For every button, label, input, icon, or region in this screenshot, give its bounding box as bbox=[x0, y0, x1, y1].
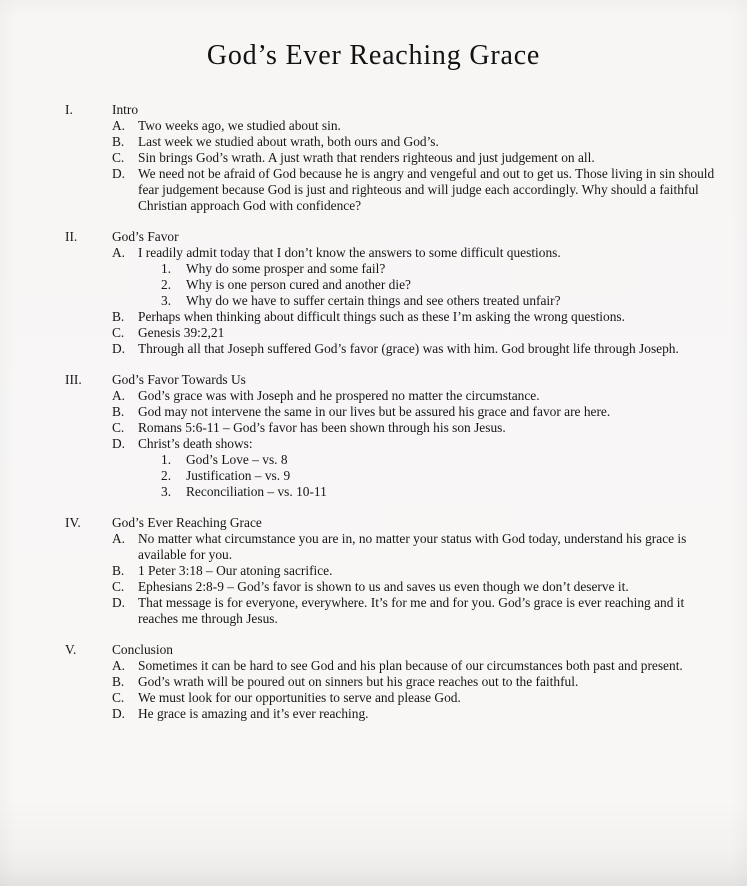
outline-item bbox=[112, 118, 721, 134]
section-numeral: V. bbox=[65, 642, 77, 657]
outline-section bbox=[65, 515, 721, 627]
item-text: Genesis 39:2,21 bbox=[138, 325, 225, 340]
item-text: We must look for our opportunities to serve and please God. bbox=[138, 690, 461, 705]
outline-item bbox=[112, 341, 721, 357]
item-label: B. bbox=[112, 404, 125, 419]
item-label: C. bbox=[112, 150, 125, 165]
outline-section bbox=[65, 102, 721, 214]
outline-item bbox=[112, 150, 721, 166]
section-heading: God’s Ever Reaching Grace bbox=[112, 515, 262, 530]
subitem-label: 1. bbox=[161, 452, 172, 467]
item-text: Last week we studied about wrath, both ours and God’s. bbox=[138, 134, 439, 149]
subitem-label: 1. bbox=[161, 261, 172, 276]
outline-item bbox=[112, 595, 721, 627]
item-text: God’s grace was with Joseph and he prospered no matter the circumstance. bbox=[138, 388, 540, 403]
section-heading: Intro bbox=[112, 102, 139, 117]
outline-section bbox=[65, 372, 721, 500]
outline-item bbox=[112, 579, 721, 595]
item-label: C. bbox=[112, 690, 125, 705]
outline-subitem bbox=[161, 261, 721, 277]
subitem-label: 2. bbox=[161, 277, 172, 292]
item-label: A. bbox=[112, 245, 126, 260]
subitem-text: Why do some prosper and some fail? bbox=[186, 261, 386, 276]
item-text: Ephesians 2:8-9 – God’s favor is shown to us and saves us even though we don’t deserve it. bbox=[138, 579, 629, 594]
outline-section bbox=[65, 642, 721, 722]
outline-subitem bbox=[161, 293, 721, 309]
section-items bbox=[112, 245, 721, 357]
item-label: B. bbox=[112, 134, 125, 149]
outline-item bbox=[112, 658, 721, 674]
item-text: God’s wrath will be poured out on sinners but his grace reaches out to the faithful. bbox=[138, 674, 579, 689]
outline-item bbox=[112, 436, 721, 500]
item-label: C. bbox=[112, 325, 125, 340]
section-items bbox=[112, 118, 721, 214]
section-numeral: II. bbox=[65, 229, 78, 244]
item-text: No matter what circumstance you are in, no matter your status with God today, understand his grace is available for you. bbox=[138, 531, 687, 562]
subitem-text: Justification – vs. 9 bbox=[186, 468, 291, 483]
outline-item bbox=[112, 690, 721, 706]
outline-item bbox=[112, 706, 721, 722]
outline-subitem bbox=[161, 277, 721, 293]
section-heading: God’s Favor Towards Us bbox=[112, 372, 246, 387]
item-text: I readily admit today that I don’t know the answers to some difficult questions. bbox=[138, 245, 561, 260]
item-text: Two weeks ago, we studied about sin. bbox=[138, 118, 341, 133]
item-label: B. bbox=[112, 674, 125, 689]
outline-section bbox=[65, 229, 721, 357]
item-text: Sometimes it can be hard to see God and his plan because of our circumstances both past and present. bbox=[138, 658, 683, 673]
item-label: D. bbox=[112, 436, 126, 451]
item-label: A. bbox=[112, 118, 126, 133]
subitem-label: 3. bbox=[161, 484, 172, 499]
outline-item bbox=[112, 166, 721, 214]
item-label: A. bbox=[112, 388, 126, 403]
section-items bbox=[112, 531, 721, 627]
section-numeral: IV. bbox=[65, 515, 81, 530]
item-text: 1 Peter 3:18 – Our atoning sacrifice. bbox=[138, 563, 333, 578]
outline-item bbox=[112, 531, 721, 563]
subitem-text: Reconciliation – vs. 10-11 bbox=[186, 484, 327, 499]
item-label: D. bbox=[112, 706, 126, 721]
item-label: D. bbox=[112, 595, 126, 610]
outline-item bbox=[112, 309, 721, 325]
outline-subitem bbox=[161, 484, 721, 500]
item-text: Perhaps when thinking about difficult things such as these I’m asking the wrong questions. bbox=[138, 309, 625, 324]
section-items bbox=[112, 388, 721, 500]
item-label: B. bbox=[112, 309, 125, 324]
item-text: He grace is amazing and it’s ever reaching. bbox=[138, 706, 369, 721]
subitem-label: 3. bbox=[161, 293, 172, 308]
outline-item bbox=[112, 245, 721, 309]
item-text: That message is for everyone, everywhere. It’s for me and for you. God’s grace is ever reaching and it reaches me through Jesus. bbox=[138, 595, 685, 626]
outline-item bbox=[112, 420, 721, 436]
subitem-label: 2. bbox=[161, 468, 172, 483]
section-items bbox=[112, 658, 721, 722]
item-text: Sin brings God’s wrath. A just wrath that renders righteous and just judgement on all. bbox=[138, 150, 595, 165]
outline-item bbox=[112, 674, 721, 690]
section-heading: God’s Favor bbox=[112, 229, 179, 244]
outline-item bbox=[112, 134, 721, 150]
item-label: D. bbox=[112, 341, 126, 356]
item-text: God may not intervene the same in our lives but be assured his grace and favor are here. bbox=[138, 404, 611, 419]
subitem-text: Why is one person cured and another die? bbox=[186, 277, 411, 292]
item-text: Romans 5:6-11 – God’s favor has been shown through his son Jesus. bbox=[138, 420, 506, 435]
item-label: A. bbox=[112, 658, 126, 673]
outline bbox=[65, 102, 721, 722]
item-label: D. bbox=[112, 166, 126, 181]
page-title: God’s Ever Reaching Grace bbox=[206, 40, 541, 71]
item-label: A. bbox=[112, 531, 126, 546]
subitem-text: Why do we have to suffer certain things and see others treated unfair? bbox=[186, 293, 561, 308]
item-text: Through all that Joseph suffered God’s favor (grace) was with him. God brought life through Joseph. bbox=[138, 341, 679, 356]
section-numeral: III. bbox=[65, 372, 82, 387]
subitems bbox=[138, 261, 721, 309]
outline-item bbox=[112, 388, 721, 404]
item-text: Christ’s death shows: bbox=[138, 436, 253, 451]
item-label: C. bbox=[112, 579, 125, 594]
outline-subitem bbox=[161, 468, 721, 484]
item-label: B. bbox=[112, 563, 125, 578]
outline-item bbox=[112, 325, 721, 341]
section-numeral: I. bbox=[65, 102, 73, 117]
subitem-text: God’s Love – vs. 8 bbox=[186, 452, 288, 467]
item-label: C. bbox=[112, 420, 125, 435]
outline-item bbox=[112, 563, 721, 579]
item-text: We need not be afraid of God because he is angry and vengeful and out to get us. Those living in sin should fear judgement because God is just and righteous and will judge each accordingly. Why should a faithful Christian approach God with confidence? bbox=[138, 166, 715, 213]
subitems bbox=[138, 452, 721, 500]
outline-item bbox=[112, 404, 721, 420]
section-heading: Conclusion bbox=[112, 642, 174, 657]
outline-subitem bbox=[161, 452, 721, 468]
